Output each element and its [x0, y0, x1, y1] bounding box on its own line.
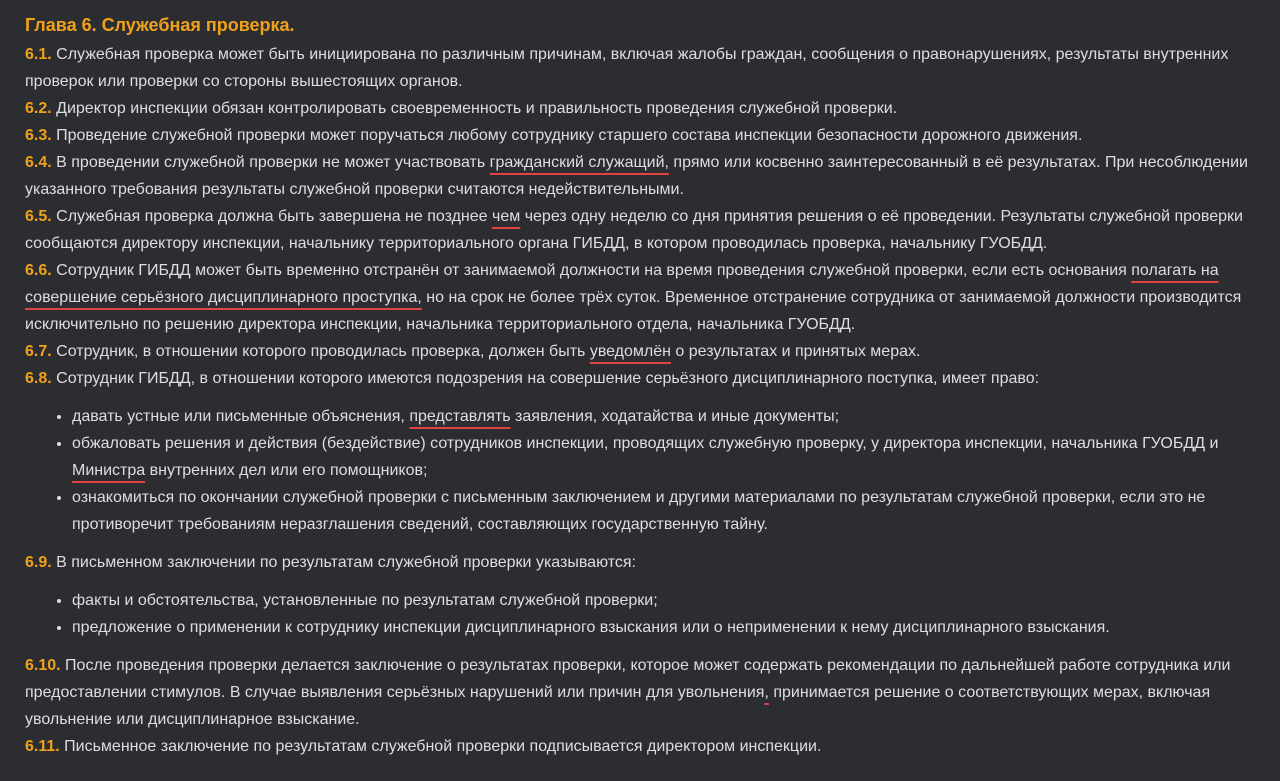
paragraph-number: 6.1.: [25, 46, 52, 63]
paragraph-text: прямо или косвенно заинтересованный в её результатах. При несоблюдении указанного требования результаты служебной проверки считаются недействительными.: [25, 154, 1248, 198]
paragraph-number: 6.7.: [25, 343, 52, 360]
paragraph-number: 6.6.: [25, 262, 52, 279]
rights-list: [25, 403, 1256, 538]
paragraph-6-11: [25, 733, 1256, 760]
paragraph-6-6: [25, 257, 1256, 338]
paragraph-text: После проведения проверки делается заключение о результатах проверки, которое может содержать рекомендации по дальнейшей работе сотрудника или предоставлении стимулов. В случае выявления серьёзных нарушений или причин для увольнения: [25, 657, 1231, 701]
paragraph-text: Служебная проверка может быть инициирована по различным причинам, включая жалобы граждан, сообщения о правонарушениях, результаты внутренних проверок или проверки со стороны вышестоящих органов.: [25, 46, 1229, 90]
list-item: • предложение о применении к сотруднику инспекции дисциплинарного взыскания или о неприменении к нему дисциплинарного взыскания.: [72, 614, 1256, 641]
paragraph-text: Письменное заключение по результатам служебной проверки подписывается директором инспекции.: [59, 738, 822, 755]
paragraph-6-2: [25, 95, 1256, 122]
list-item-text: ознакомиться по окончании служебной проверки с письменным заключением и другими материалами по результатам служебной проверки, если это не противоречит требованиям неразглашения сведений, составляющих государственную тайну.: [72, 489, 1206, 533]
paragraph-text: принимается решение о соответствующих мерах, включая увольнение или дисциплинарное взыскание.: [25, 684, 1211, 728]
list-item-text: обжаловать решения и действия (бездействие) сотрудников инспекции, проводящих служебную проверку, у директора инспекции, начальника ГУОБДД и: [72, 435, 1219, 452]
paragraph-text: Сотрудник ГИБДД, в отношении которого имеются подозрения на совершение серьёзного дисциплинарного поступка, имеет право:: [51, 370, 1040, 387]
paragraph-text: Проведение служебной проверки может поручаться любому сотруднику старшего состава инспекции безопасности дорожного движения.: [51, 127, 1083, 144]
paragraph-text: В проведении служебной проверки не может участвовать: [51, 154, 490, 171]
paragraph-text: Директор инспекции обязан контролировать своевременность и правильность проведения служебной проверки.: [51, 100, 898, 117]
spelling-error-underline[interactable]: гражданский служащий,: [489, 154, 669, 171]
paragraph-6-10: [25, 652, 1256, 733]
paragraph-text: Сотрудник ГИБДД может быть временно отстранён от занимаемой должности на время проведения служебной проверки, если есть основания: [51, 262, 1132, 279]
spelling-error-underline[interactable]: уведомлён: [589, 343, 671, 360]
paragraph-text: через одну неделю со дня принятия решения о её проведении. Результаты служебной проверки сообщаются директору инспекции, начальнику территориального органа ГИБДД, в котором проводилась проверка, начальнику ГУОБДД.: [25, 208, 1243, 252]
paragraph-text: о результатах и принятых мерах.: [670, 343, 921, 360]
paragraph-text: но на срок не более трёх суток. Временное отстранение сотрудника от занимаемой должности производится исключительно по решению директора инспекции, начальника территориального отдела, начальника ГУОБДД.: [25, 289, 1242, 333]
paragraph-number: 6.10.: [25, 657, 61, 674]
paragraph-number: 6.2.: [25, 100, 52, 117]
paragraph-text: Сотрудник, в отношении которого проводилась проверка, должен быть: [51, 343, 590, 360]
paragraph-6-1: [25, 41, 1256, 95]
paragraph-number: 6.3.: [25, 127, 52, 144]
paragraph-number: 6.11.: [25, 738, 60, 755]
paragraph-number: 6.9.: [25, 554, 52, 571]
paragraph-6-7: [25, 338, 1256, 365]
paragraph-6-9: [25, 549, 1256, 576]
chapter-heading: Глава 6. Служебная проверка.: [25, 15, 295, 35]
paragraph-6-4: [25, 149, 1256, 203]
spelling-error-underline[interactable]: чем: [492, 208, 521, 225]
spelling-error-underline[interactable]: полагать на совершение серьёзного дисциплинарного проступка,: [25, 262, 1219, 306]
list-item-text: заявления, ходатайства и иные документы;: [510, 408, 840, 425]
list-item-text: внутренних дел или его помощников;: [145, 462, 428, 479]
paragraph-text: Служебная проверка должна быть завершена не позднее: [51, 208, 493, 225]
list-item-text: давать устные или письменные объяснения,: [72, 408, 410, 425]
paragraph-number: 6.4.: [25, 154, 52, 171]
list-item: [72, 484, 1256, 538]
paragraph-number: 6.5.: [25, 208, 52, 225]
conclusion-contents-list: [25, 587, 1256, 641]
paragraph-text: В письменном заключении по результатам служебной проверки указываются:: [51, 554, 636, 571]
paragraph-6-8: [25, 365, 1256, 392]
spelling-error-underline[interactable]: Министра: [72, 462, 146, 479]
spelling-error-underline[interactable]: ,: [764, 684, 769, 701]
list-item: • факты и обстоятельства, установленные по результатам служебной проверки;: [72, 587, 1256, 614]
spelling-error-underline[interactable]: представлять: [409, 408, 511, 425]
paragraph-number: 6.8.: [25, 370, 52, 387]
paragraph-6-3: [25, 122, 1256, 149]
list-item: [72, 403, 1256, 430]
paragraph-6-5: [25, 203, 1256, 257]
list-item: [72, 430, 1256, 484]
